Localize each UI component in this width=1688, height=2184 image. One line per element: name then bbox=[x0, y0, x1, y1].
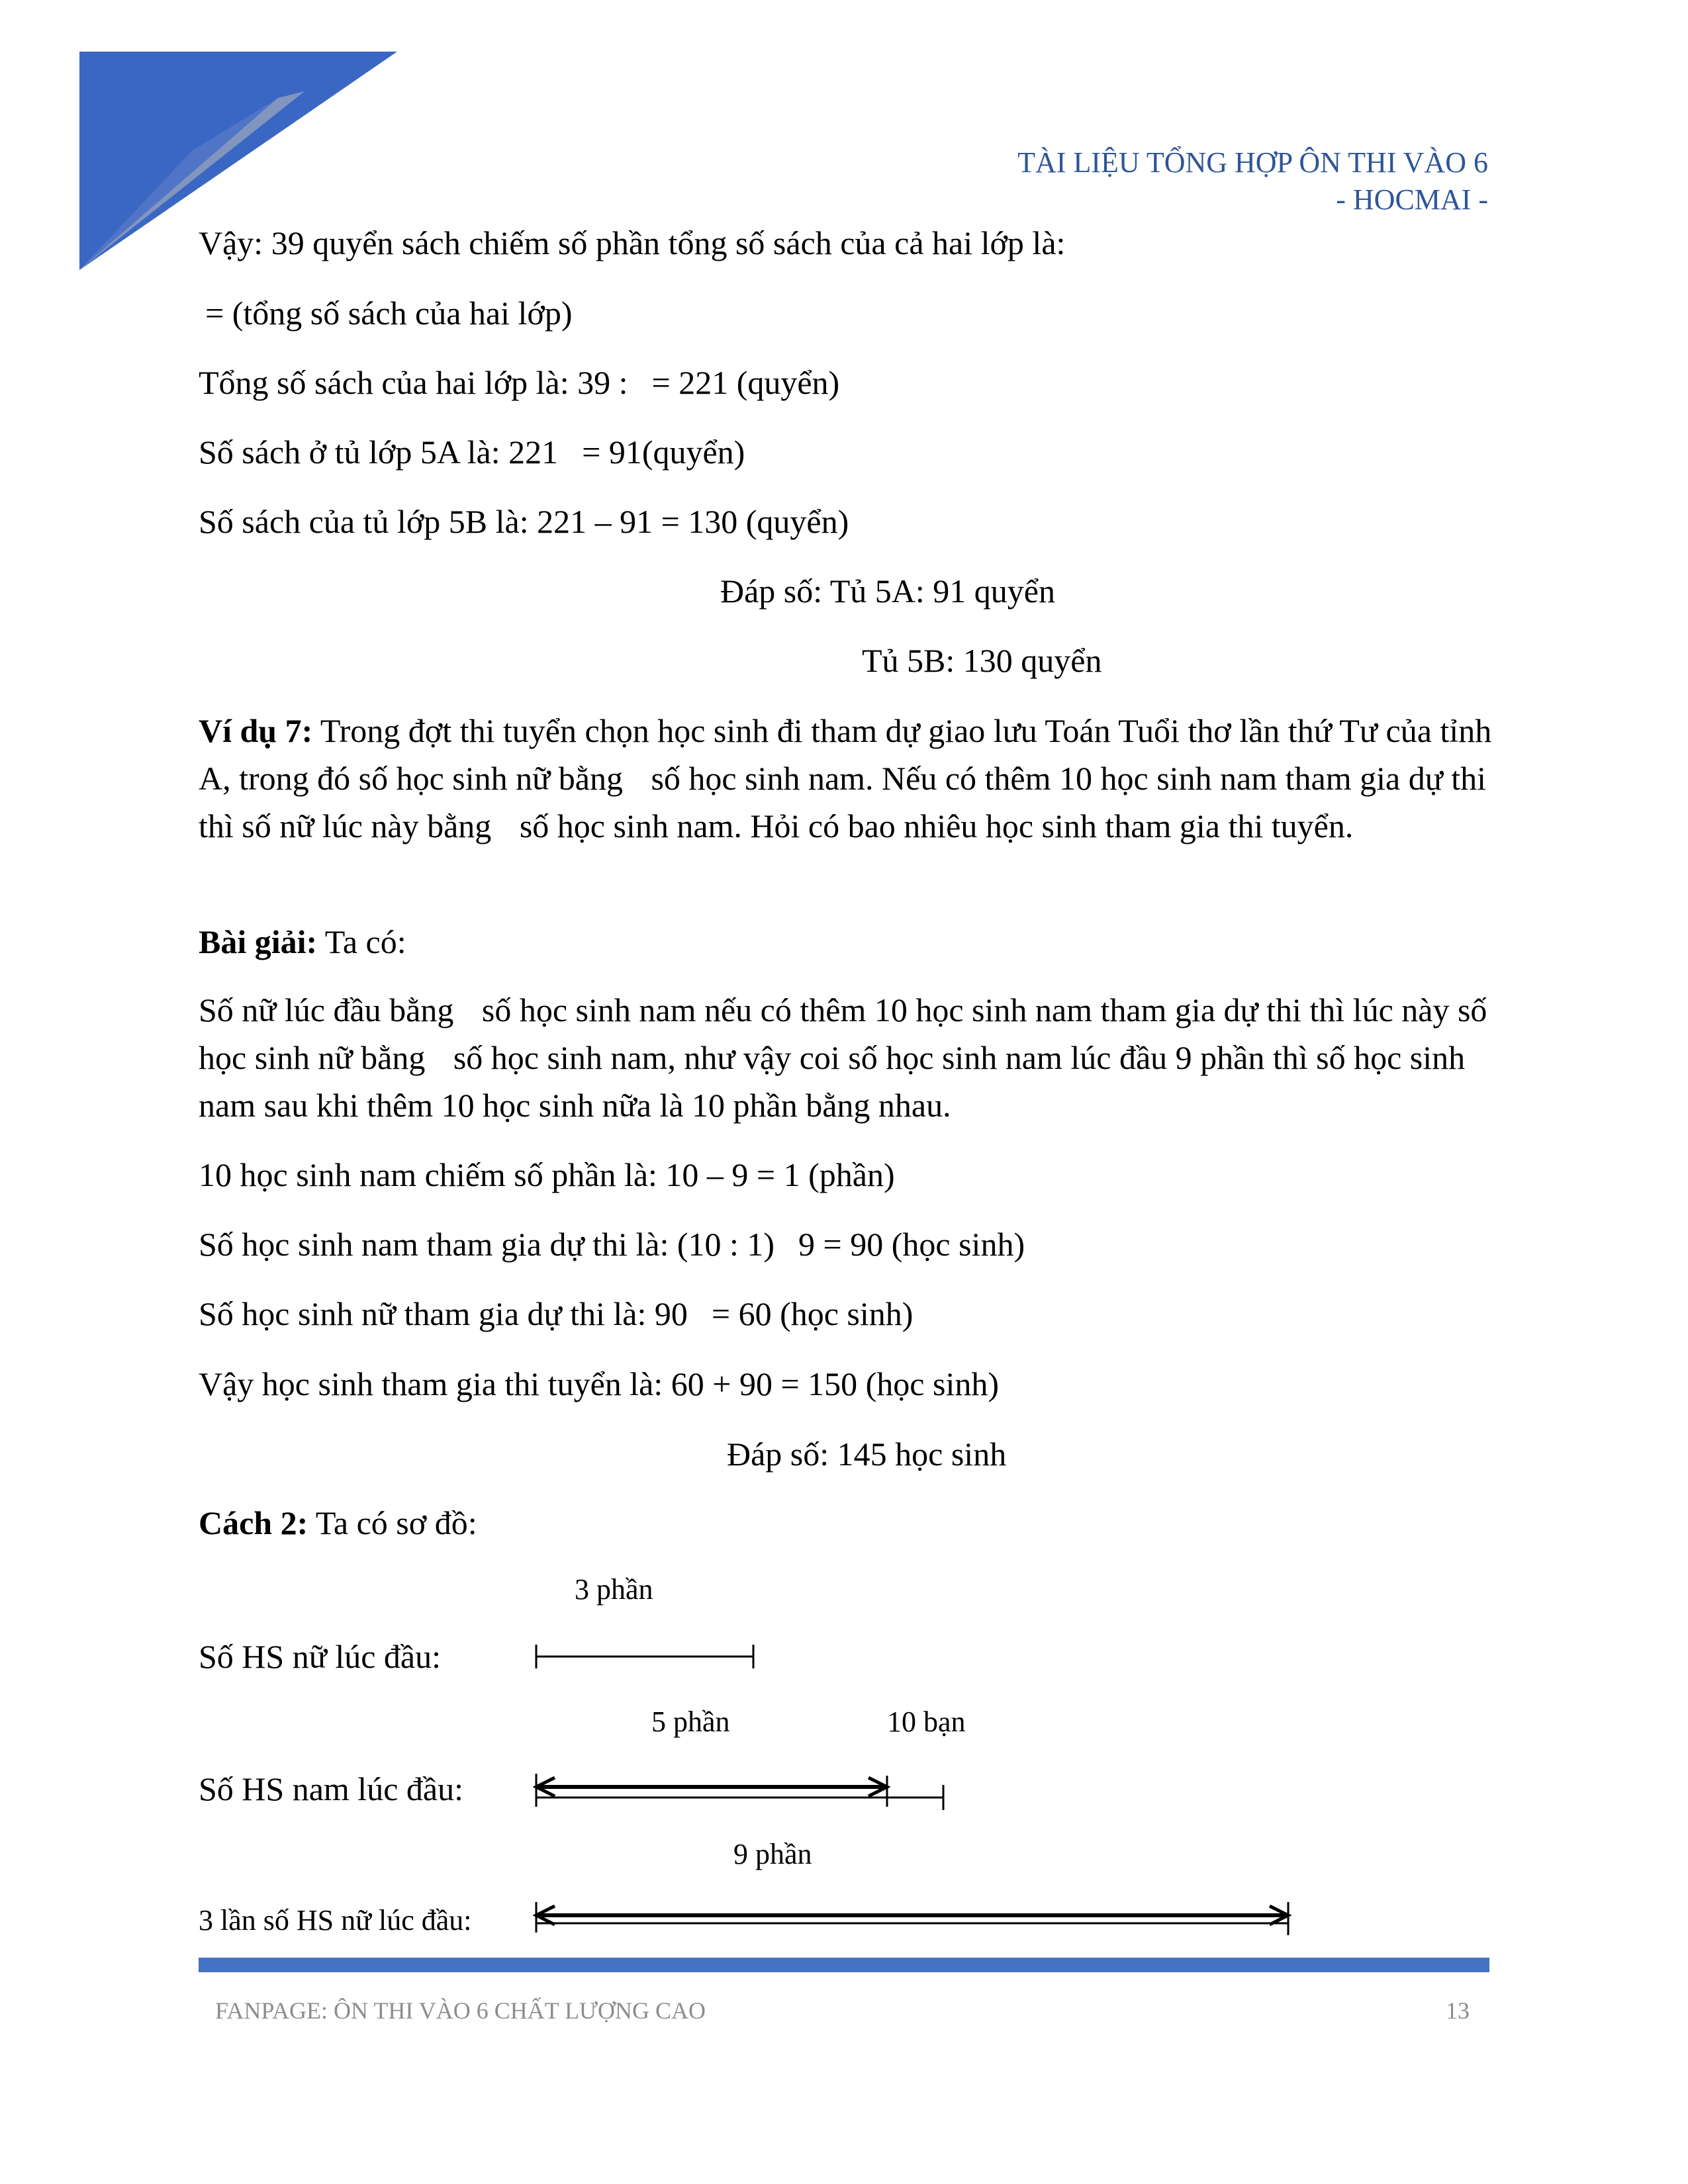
segment-girls bbox=[536, 1645, 753, 1668]
example-text-a: Trong đợt thi tuyển chọn học sinh đi tham dự giao lưu Toán Tuổi thơ lần thứ Tư của tỉnh A, trong đó số học sinh nữ bằng bbox=[199, 712, 1492, 797]
text-line-1: Vậy: 39 quyển sách chiếm số phần tổng số sách của cả hai lớp là: bbox=[199, 224, 1066, 261]
segment-triple-girls bbox=[536, 1902, 1288, 1935]
label-5-parts: 5 phần bbox=[651, 1706, 730, 1738]
example-text-c: số học sinh nam. Hỏi có bao nhiêu học sinh tham gia thi tuyển. bbox=[511, 807, 1354, 844]
step-3 bbox=[199, 1297, 913, 1330]
step-1: 10 học sinh nam chiếm số phần là: 10 – 9 = 1 (phần) bbox=[199, 1156, 895, 1193]
step-2b: 9 = 90 (học sinh) bbox=[798, 1226, 1025, 1263]
solution-text: Ta có: bbox=[317, 923, 406, 960]
example-7-paragraph bbox=[199, 707, 1496, 850]
sol-para-b: số học sinh nam nếu có thêm 10 học sinh nam tham gia dự thi thì lúc này số học sinh nữ bằng bbox=[199, 991, 1487, 1076]
method-label: Cách 2: bbox=[199, 1504, 308, 1541]
row-label-triple-girls: 3 lần số HS nữ lúc đầu: bbox=[199, 1904, 472, 1936]
header-title: TÀI LIỆU TỔNG HỢP ÔN THI VÀO 6 bbox=[1017, 146, 1488, 179]
answer-line-1: Đáp số: Tủ 5A: 91 quyển bbox=[720, 572, 1055, 610]
header-subtitle: - HOCMAI - bbox=[1336, 183, 1488, 216]
text-line-3a: Tổng số sách của hai lớp là: 39 : bbox=[199, 364, 628, 401]
label-10-ban: 10 bạn bbox=[887, 1706, 966, 1738]
sol-para-a: Số nữ lúc đầu bằng bbox=[199, 991, 454, 1028]
footer-fanpage: FANPAGE: ÔN THI VÀO 6 CHẤT LƯỢNG CAO bbox=[215, 1997, 706, 2024]
segment-boys bbox=[536, 1774, 943, 1810]
answer-line-2: Tủ 5B: 130 quyển bbox=[862, 642, 1102, 679]
example-label: Ví dụ 7: bbox=[199, 712, 313, 749]
text-line-3b: = 221 (quyển) bbox=[651, 364, 840, 401]
solution-heading bbox=[199, 925, 406, 958]
footer-bar bbox=[199, 1958, 1489, 1972]
text-line-5: Số sách của tủ lớp 5B là: 221 – 91 = 130 (quyển) bbox=[199, 503, 849, 540]
step-2a: Số học sinh nam tham gia dự thi là: (10 : 1) bbox=[199, 1226, 775, 1263]
text-line-4a: Số sách ở tủ lớp 5A là: 221 bbox=[199, 433, 559, 471]
text-line-4b: = 91(quyển) bbox=[582, 433, 745, 471]
solution-label: Bài giải: bbox=[199, 923, 318, 960]
method-2-heading bbox=[199, 1506, 477, 1539]
text-line-3 bbox=[199, 366, 839, 399]
step-2 bbox=[199, 1228, 1025, 1261]
answer-line-3: Đáp số: 145 học sinh bbox=[727, 1435, 1007, 1473]
step-4: Vậy học sinh tham gia thi tuyển là: 60 + 90 = 150 (học sinh) bbox=[199, 1365, 999, 1402]
step-3a: Số học sinh nữ tham gia dự thi là: 90 bbox=[199, 1295, 688, 1332]
example-text-b: số học sinh nam. Nếu có thêm 10 học sinh nam tham gia dự thi thì số nữ lúc này bằng bbox=[199, 760, 1487, 844]
sol-para-c: số học sinh nam, như vậy coi số học sinh nam lúc đầu 9 phần thì số học sinh nam sau khi thêm 10 học sinh nữa là 10 phần bằng nhau. bbox=[199, 1039, 1466, 1124]
step-3b: = 60 (học sinh) bbox=[711, 1295, 914, 1332]
text-line-4 bbox=[199, 435, 745, 469]
method-text: Ta có sơ đồ: bbox=[308, 1504, 477, 1541]
row-label-boys: Số HS nam lúc đầu: bbox=[199, 1770, 463, 1807]
label-9-parts: 9 phần bbox=[733, 1838, 812, 1870]
row-label-girls: Số HS nữ lúc đầu: bbox=[199, 1638, 441, 1675]
label-3-parts: 3 phần bbox=[575, 1573, 653, 1606]
text-line-2: = (tổng số sách của hai lớp) bbox=[205, 295, 573, 332]
page-number: 13 bbox=[1446, 1997, 1470, 2024]
solution-paragraph bbox=[199, 986, 1496, 1129]
